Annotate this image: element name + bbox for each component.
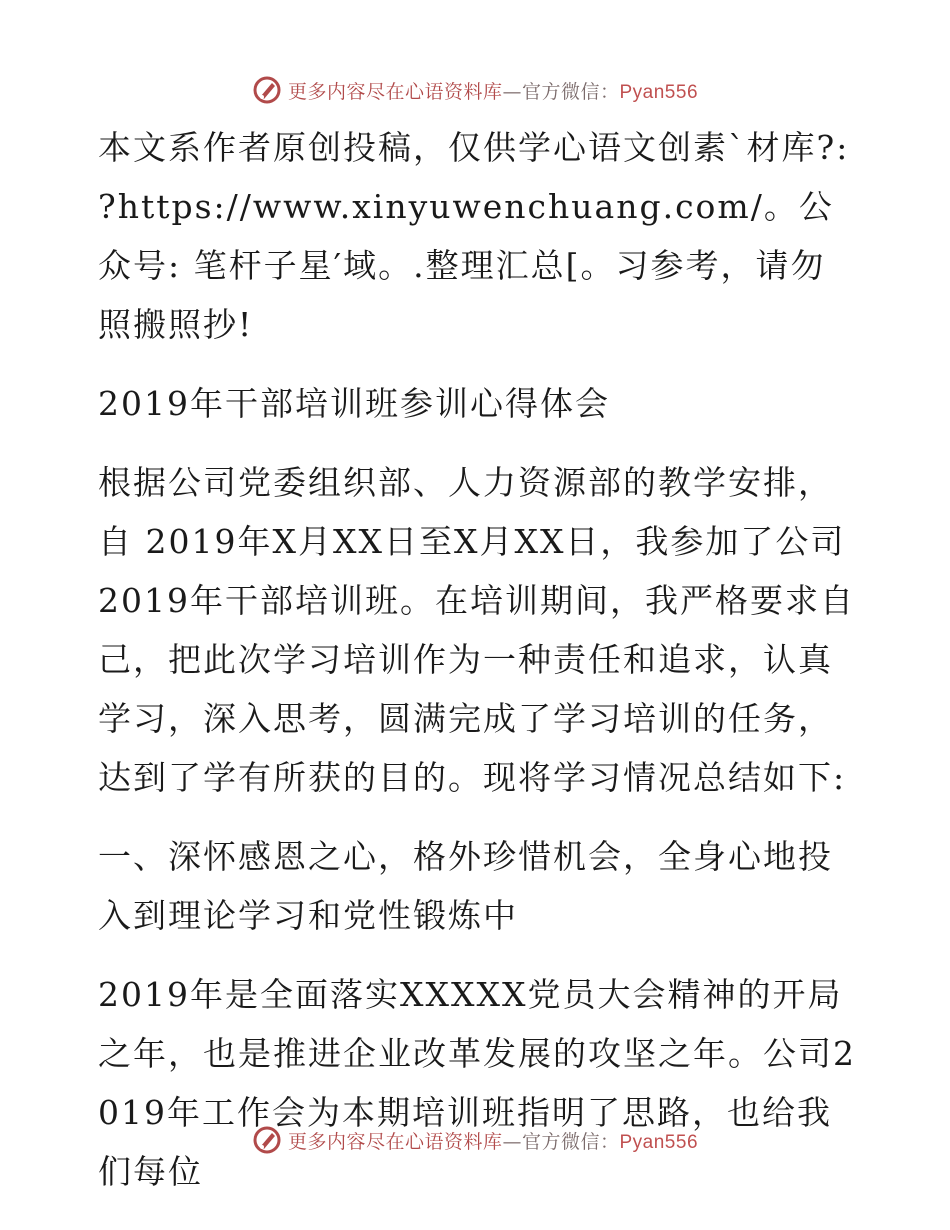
watermark-text [288,1127,698,1154]
watermark-dash: — [502,1130,522,1153]
document-body [98,118,858,1201]
watermark-wechat-id: Pyan556 [619,1131,699,1153]
watermark-wechat-label: 官方微信： [521,1130,620,1153]
watermark-banner-top [0,70,950,110]
section-1-paragraph: 2019年是全面落实XXXXX党员大会精神的开局之年，也是推进企业改革发展的攻坚之年。公司2019年工作会为本期培训班指明了思路，也给我们每位 [98,975,856,1191]
watermark-text [288,77,698,104]
watermark-wechat-label: 官方微信： [521,80,620,103]
watermark-banner-bottom [0,1120,950,1160]
pen-logo-icon [252,1125,282,1155]
watermark-content [252,75,698,105]
watermark-main-text: 更多内容尽在心语资料库 [287,80,503,103]
intro-paragraph: 根据公司党委组织部、人力资源部的教学安排，自 2019年X月XX日至X月XX日，我参加了公司 2019年干部培训班。在培训期间，我严格要求自己，把此次学习培训作为一种责任和追求，认真学习，深入思考，圆满完成了学习培训的任务，达到了学有所获的目的。现将学习情况总结如下: [98,463,855,797]
document-title: 2019年干部培训班参训心得体会 [98,384,610,423]
watermark-main-text: 更多内容尽在心语资料库 [287,1130,503,1153]
watermark-wechat-id: Pyan556 [619,81,699,103]
watermark-content [252,1125,698,1155]
watermark-dash: — [502,80,522,103]
section-heading-1: 一、深怀感恩之心，格外珍惜机会，全身心地投入到理论学习和党性锻炼中 [98,837,833,935]
disclaimer-paragraph: 本文系作者原创投稿，仅供学心语文创素`材库?: ?https://www.xinyuwenchuang.com/。公众号: 笔杆子星′域。.整理汇总[。习参考，请勿照搬照抄! [98,128,850,344]
pen-logo-icon [252,75,282,105]
